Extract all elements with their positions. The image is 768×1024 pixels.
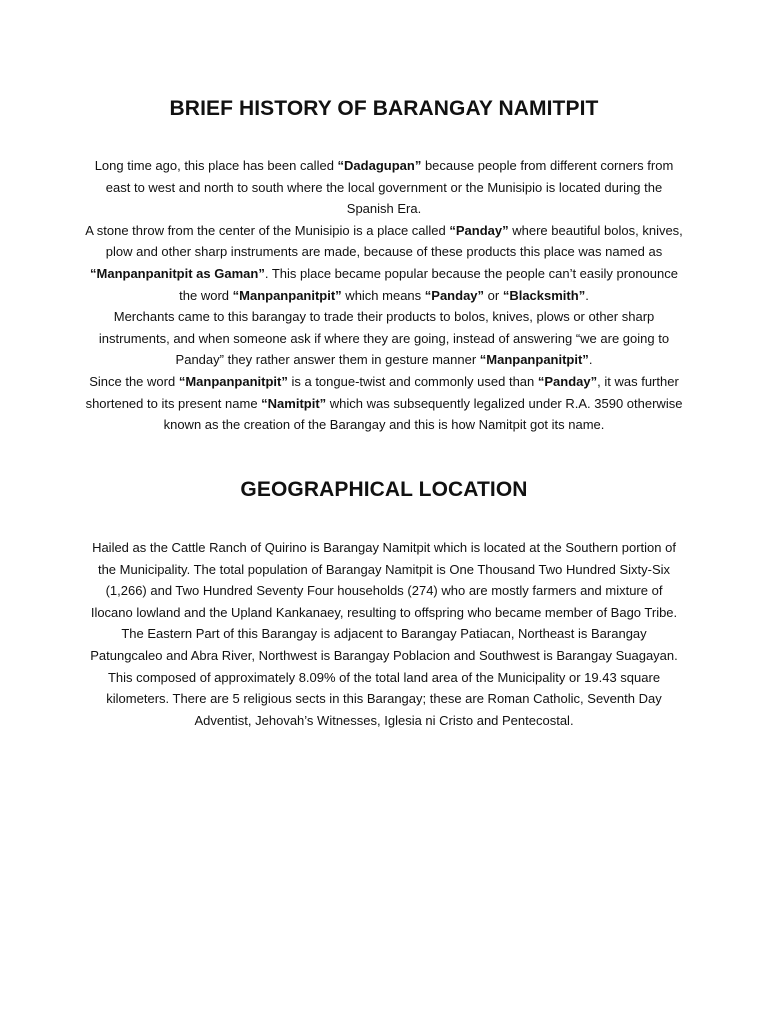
text-run: , it was further shortened to its present name bbox=[85, 373, 679, 411]
text-run: Merchants came to this barangay to trade their products to bolos, knives, plows or other sharp instruments, and when someone ask if where they are going, instead of answering “we are going to Panday” they rather answer them in gesture manner bbox=[98, 309, 670, 368]
bold-term: “Manpanpanitpit as Gaman” bbox=[90, 265, 265, 281]
text-run: or bbox=[484, 287, 503, 303]
history-paragraph bbox=[84, 306, 684, 371]
text-run: Long time ago, this place has been called bbox=[94, 158, 338, 173]
bold-term: “Blacksmith” bbox=[502, 287, 586, 303]
text-run: . bbox=[585, 287, 589, 303]
geography-heading: GEOGRAPHICAL LOCATION bbox=[240, 478, 528, 501]
text-run: is a tongue-twist and commonly used than bbox=[287, 373, 538, 389]
bold-term: “Manpanpanitpit” bbox=[479, 352, 589, 368]
history-paragraph bbox=[84, 155, 684, 220]
bold-term: “Manpanpanitpit” bbox=[178, 373, 288, 389]
text-run: which means bbox=[341, 287, 425, 303]
history-section bbox=[84, 155, 684, 436]
bold-term: “Panday” bbox=[537, 373, 598, 389]
text-run: Hailed as the Cattle Ranch of Quirino is Barangay Namitpit which is located at the Southern portion of the Municipality. The total population of Barangay Namitpit is One Thousand Two Hundred Sixty-Six (1,266) and Two Hundred Seventy Four households (274) who are mostly farmers and mixture of Ilocano lowland and the Upland Kankanaey, resulting to offspring who became member of Bago Tribe. The Eastern Part of this Barangay is adjacent to Barangay Patiacan, Northeast is Barangay Patungcaleo and Abra River, Northwest is Barangay Poblacion and Southwest is Barangay Suagayan. This composed of approximately 8.09% of the total land area of the Municipality or 19.43 square kilometers. There are 5 religious sects in this Barangay; these are Roman Catholic, Seventh Day Adventist, Jehovah’s Witnesses, Iglesia ni Cristo and Pentecostal. bbox=[90, 540, 678, 728]
text-run: . bbox=[588, 352, 593, 368]
bold-term: “Manpanpanitpit” bbox=[232, 287, 342, 303]
history-paragraph bbox=[84, 220, 684, 306]
bold-term: “Namitpit” bbox=[261, 395, 327, 411]
text-run: which was subsequently legalized under R.A. 3590 otherwise known as the creation of the Barangay and this is how Namitpit got its name. bbox=[163, 395, 683, 433]
geography-paragraph bbox=[84, 537, 684, 731]
bold-term: “Panday” bbox=[424, 287, 485, 303]
geography-section bbox=[84, 537, 684, 731]
text-run: because people from different corners from east to west and north to south where the local government or the Munisipio is located during the Spanish Era. bbox=[105, 158, 674, 217]
text-run: Since the word bbox=[89, 373, 179, 389]
text-run: . This place became popular because the people can’t easily pronounce the word bbox=[179, 265, 678, 303]
history-paragraph bbox=[84, 371, 684, 436]
bold-term: “Panday” bbox=[449, 222, 509, 238]
history-heading: BRIEF HISTORY OF BARANGAY NAMITPIT bbox=[169, 97, 599, 120]
bold-term: “Dadagupan” bbox=[337, 158, 422, 173]
text-run: A stone throw from the center of the Munisipio is a place called bbox=[85, 222, 450, 238]
text-run: where beautiful bolos, knives, plow and other sharp instruments are made, because of these products this place was named as bbox=[105, 222, 683, 260]
